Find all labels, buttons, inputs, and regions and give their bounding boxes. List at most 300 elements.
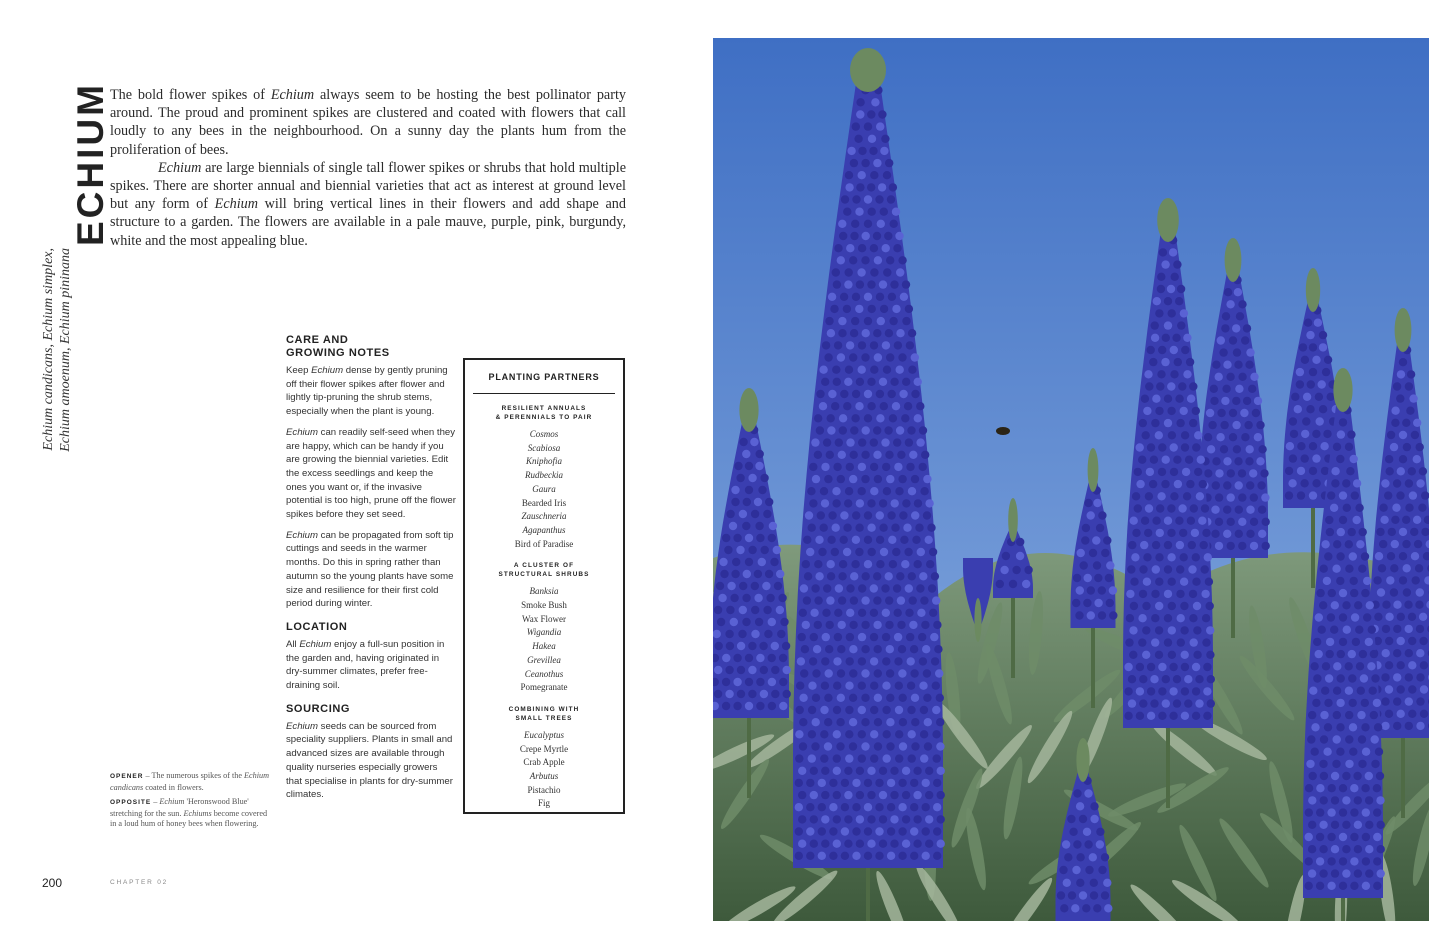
echium-spike-main-floret — [878, 110, 886, 118]
echium-spike-main-floret — [910, 852, 918, 860]
echium-spike-main-tip — [850, 48, 886, 92]
echium-spike-center-floret — [1168, 651, 1176, 659]
echium-spike-main-floret — [885, 596, 893, 604]
echium-spike-center-floret — [1202, 529, 1210, 537]
echium-spike-main-floret — [909, 596, 917, 604]
echium-spike-main-floret — [856, 815, 864, 823]
echium-spike-back-floret — [1420, 661, 1428, 669]
echium-spike-left-floret — [737, 642, 745, 650]
echium-spike-main-floret — [850, 426, 858, 434]
partner-plant: Bird of Paradise — [514, 538, 574, 549]
echium-spike-main-floret — [858, 730, 866, 738]
echium-spike-main-floret — [899, 511, 907, 519]
echium-spike-main-floret — [925, 767, 933, 775]
echium-spike-back-floret — [1420, 685, 1428, 693]
echium-spike-main-floret — [876, 414, 884, 422]
echium-spike-left-floret — [732, 558, 740, 566]
echium-spike-back-floret — [1240, 409, 1248, 417]
echium-spike-right-floret — [1362, 882, 1370, 890]
echium-spike-right-floret — [1333, 443, 1341, 451]
echium-spike-main-floret — [845, 487, 853, 495]
echium-spike-center-floret — [1175, 517, 1183, 525]
echium-spike-main-floret — [899, 718, 907, 726]
italic-text-run: Echiums — [183, 808, 212, 818]
echium-spike-left-floret — [745, 486, 753, 494]
echium-spike-main-floret — [926, 560, 934, 568]
echium-spike-center-floret — [1150, 699, 1158, 707]
echium-spike-main-floret — [914, 560, 922, 568]
echium-spike-left-floret — [745, 534, 753, 542]
echium-spike-center-floret — [1189, 419, 1197, 427]
echium-spike-main-floret — [902, 317, 910, 325]
echium-spike-main-floret — [897, 596, 905, 604]
echium-spike-back-floret — [1212, 481, 1220, 489]
echium-spike-main-floret — [845, 268, 853, 276]
echium-spike-center-floret — [1152, 517, 1160, 525]
partner-plant: Eucalyptus — [524, 729, 564, 740]
echium-spike-main-floret — [883, 754, 891, 762]
echium-spike-right-floret — [1373, 882, 1381, 890]
echium-spike-right-floret — [1342, 796, 1350, 804]
partner-plant: Wigandia — [526, 627, 562, 638]
echium-spike-back-floret — [1207, 445, 1215, 453]
echium-spike-center-floret — [1203, 687, 1211, 695]
echium-spike-bottom-floret — [1067, 815, 1075, 823]
echium-spike-right-floret — [1361, 699, 1369, 707]
echium-spike-main-floret — [927, 524, 935, 532]
echium-spike-left-floret — [774, 582, 782, 590]
echium-spike-main-floret — [864, 122, 872, 130]
echium-spike-back-floret — [1408, 710, 1416, 718]
echium-spike-main-floret — [800, 669, 808, 677]
echium-spike-back-floret — [1399, 455, 1407, 463]
text-run: – — [151, 797, 160, 807]
italic-text-run: Echium — [299, 638, 332, 650]
echium-spike-main-floret — [829, 827, 837, 835]
echium-spike-main-floret — [905, 609, 913, 617]
echium-spike-center-floret — [1189, 590, 1197, 598]
echium-spike-main-floret — [919, 463, 927, 471]
echium-spike-right-floret — [1339, 857, 1347, 865]
echium-spike-main-floret — [838, 451, 846, 459]
echium-spike-center-floret — [1167, 285, 1175, 293]
echium-spike-back-floret — [1312, 356, 1320, 364]
echium-spike-right-floret — [1339, 833, 1347, 841]
intro-paragraph-1 — [110, 86, 626, 159]
echium-spike-back-floret — [1227, 542, 1235, 550]
echium-spike-right-floret — [1365, 821, 1373, 829]
echium-spike-right-floret — [1336, 552, 1344, 560]
echium-spike-main-floret — [864, 390, 872, 398]
echium-spike-right-floret — [1327, 491, 1335, 499]
echium-spike-main-floret — [827, 572, 835, 580]
echium-spike-center-floret — [1161, 358, 1169, 366]
echium-spike-main-floret — [799, 742, 807, 750]
echium-spike-main-floret — [925, 536, 933, 544]
echium-spike-back-floret — [1408, 467, 1416, 475]
echium-spike-center-floret — [1152, 395, 1160, 403]
echium-spike-main-floret — [852, 390, 860, 398]
echium-spike-back-floret — [1309, 442, 1317, 450]
echium-spike-main-floret — [905, 305, 913, 313]
echium-spike-back-floret — [1223, 481, 1231, 489]
echium-spike-main-floret — [916, 438, 924, 446]
echium-spike-center-floret — [1168, 602, 1176, 610]
echium-spike-left-floret — [751, 630, 759, 638]
echium-spike-main-floret — [870, 487, 878, 495]
echium-spike-main-floret — [808, 706, 816, 714]
echium-spike-back-floret — [1246, 481, 1254, 489]
echium-spike-left-floret — [715, 642, 723, 650]
echium-spike-left-floret — [738, 630, 746, 638]
care-heading: CARE AND GROWING NOTES — [286, 334, 390, 359]
echium-spike-right-floret — [1363, 613, 1371, 621]
echium-spike-main-floret — [833, 463, 841, 471]
echium-spike-back-floret — [1413, 455, 1421, 463]
echium-spike-main-floret — [932, 682, 940, 690]
echium-spike-center-floret — [1140, 541, 1148, 549]
echium-spike-left-floret — [745, 462, 753, 470]
partner-plant: Rudbeckia — [525, 470, 563, 481]
echium-spike-left-floret — [776, 606, 784, 614]
echium-spike-back-floret — [1212, 361, 1220, 369]
echium-spike-main-floret — [822, 609, 830, 617]
echium-spike-main-floret — [838, 329, 846, 337]
sourcing-heading: SOURCING — [286, 702, 351, 715]
echium-spike-main-floret — [831, 548, 839, 556]
echium-spike-main-floret — [856, 840, 864, 848]
echium-spike-back-floret — [1215, 493, 1223, 501]
echium-spike-back-floret — [1246, 530, 1254, 538]
echium-spike-main-floret — [887, 852, 895, 860]
echium-spike-center-floret — [1155, 578, 1163, 586]
echium-spike-main-floret — [874, 669, 882, 677]
echium-spike-main-floret — [837, 353, 845, 361]
echium-spike-bottom-floret — [1103, 879, 1111, 887]
echium-spike-bottom-floret — [1082, 904, 1090, 912]
echium-photo — [713, 38, 1429, 921]
echium-spike-left-floret — [727, 582, 735, 590]
echium-spike-main-floret — [844, 280, 852, 288]
partner-plant: Pistachio — [527, 784, 561, 795]
echium-spike-back-floret — [1409, 491, 1417, 499]
echium-spike-center-floret — [1152, 541, 1160, 549]
echium-spike-main-floret — [850, 572, 858, 580]
echium-spike-right-floret — [1365, 796, 1373, 804]
echium-spike-center-floret — [1188, 541, 1196, 549]
partner-plant: Agapanthus — [522, 524, 566, 535]
echium-spike-back-floret — [1254, 433, 1262, 441]
echium-spike-left-floret — [748, 546, 756, 554]
echium-spike-main-floret — [896, 426, 904, 434]
echium-spike-right-floret — [1354, 601, 1362, 609]
echium-spike-main-floret — [900, 536, 908, 544]
partner-plant: Kniphofia — [525, 456, 562, 467]
echium-spike-main-floret — [861, 159, 869, 167]
echium-spike-back-floret — [1285, 467, 1293, 475]
echium-spike-center-floret — [1164, 297, 1172, 305]
echium-spike-center-floret — [1157, 492, 1165, 500]
echium-spike-main-floret — [900, 293, 908, 301]
echium-spike-center-floret — [1174, 480, 1182, 488]
echium-spike-back-floret — [1226, 300, 1234, 308]
echium-spike-main-floret — [858, 584, 866, 592]
echium-spike-main-floret — [852, 827, 860, 835]
echium-spike-back-floret — [1408, 613, 1416, 621]
echium-spike-center-floret — [1183, 334, 1191, 342]
echium-spike-back-floret — [1000, 566, 1008, 574]
echium-spike-right-floret — [1355, 504, 1363, 512]
echium-spike-main-floret — [867, 815, 875, 823]
text-run: will bring vertical lines in their flowers and add shape and structure to a garden. The flowers are available in a pale mauve, purple, pink, burgundy, white and the most appealing blue. — [110, 196, 626, 249]
echium-spike-center-floret — [1151, 419, 1159, 427]
echium-spike-main-floret — [878, 183, 886, 191]
echium-spike-left-floret — [751, 582, 759, 590]
echium-spike-main-floret — [818, 548, 826, 556]
echium-spike-main-floret — [858, 366, 866, 374]
partner-plant: Cosmos — [529, 429, 559, 439]
echium-spike-back-floret — [1405, 479, 1413, 487]
echium-spike-back-floret — [1098, 611, 1106, 619]
echium-spike-main-floret — [920, 730, 928, 738]
echium-spike-center-floret — [1167, 407, 1175, 415]
echium-spike-left-floret — [745, 702, 753, 710]
echium-spike-main-floret — [930, 633, 938, 641]
echium-spike-left-floret — [764, 630, 772, 638]
italic-text-run: Echium — [270, 87, 315, 103]
echium-spike-right-floret — [1331, 796, 1339, 804]
echium-spike-main-floret — [890, 815, 898, 823]
echium-spike-back-floret — [1206, 409, 1214, 417]
echium-spike-main-floret — [922, 803, 930, 811]
echium-spike-main-floret — [912, 536, 920, 544]
echium-spike-center-floret — [1203, 663, 1211, 671]
echium-spike-left-floret — [743, 498, 751, 506]
echium-spike-right-floret — [1333, 540, 1341, 548]
echium-spike-back-floret — [1248, 385, 1256, 393]
echium-spike-right-floret — [1365, 845, 1373, 853]
echium-spike-left-floret — [716, 582, 724, 590]
echium-spike-main-floret — [810, 791, 818, 799]
echium-spike-back-floret — [1416, 588, 1424, 596]
echium-spike-main-floret — [852, 536, 860, 544]
echium-spike-main-floret — [871, 98, 879, 106]
echium-spike-main-floret — [874, 475, 882, 483]
echium-spike-back-floret — [1227, 469, 1235, 477]
text-run: can readily self-seed when they are happy, which can be handy if you are growing the biennial varieties. Edit the excess seedlings and keep the ones you want or, if the invasive potential is too high, prune off the flower spikes before they set seed. — [286, 426, 456, 521]
echium-spike-right-floret — [1362, 833, 1370, 841]
echium-spike-main-floret — [887, 827, 895, 835]
echium-spike-center-floret — [1156, 504, 1164, 512]
echium-spike-main-floret — [919, 572, 927, 580]
echium-spike-back-floret — [1314, 319, 1322, 327]
echium-spike-left-floret — [758, 558, 766, 566]
echium-spike-center-floret — [1187, 395, 1195, 403]
echium-spike-right-floret — [1342, 821, 1350, 829]
echium-spike-center-floret — [1173, 699, 1181, 707]
echium-spike-back-floret — [1301, 430, 1309, 438]
echium-spike-center-floret — [1196, 492, 1204, 500]
text-run: become covered in a loud hum of honey bees when flowering. — [110, 808, 268, 829]
location-heading: LOCATION — [286, 620, 348, 633]
echium-spike-main-floret — [923, 669, 931, 677]
echium-spike-center-floret — [1201, 590, 1209, 598]
echium-spike-center-floret — [1136, 712, 1144, 720]
echium-spike-bottom-floret — [1090, 815, 1098, 823]
echium-spike-main-floret — [844, 378, 852, 386]
echium-spike-main-floret — [929, 548, 937, 556]
echium-spike-left-floret — [748, 642, 756, 650]
echium-spike-back-floret — [1393, 697, 1401, 705]
echium-spike-main-floret — [880, 402, 888, 410]
echium-spike-right-floret — [1320, 711, 1328, 719]
echium-spike-back-floret — [1306, 331, 1314, 339]
echium-spike-main-floret — [833, 840, 841, 848]
echium-spike-main-floret — [797, 657, 805, 665]
echium-spike-main-floret — [870, 366, 878, 374]
echium-spike-back-floret — [1402, 419, 1410, 427]
echium-spike-main-floret — [824, 742, 832, 750]
echium-spike-back-floret — [1250, 518, 1258, 526]
echium-spike-right-floret — [1336, 455, 1344, 463]
echium-spike-main-floret — [802, 560, 810, 568]
echium-spike-main-floret — [864, 536, 872, 544]
echium-spike-center-floret — [1157, 273, 1165, 281]
echium-spike-left-floret — [779, 702, 787, 710]
echium-spike-main-floret — [837, 256, 845, 264]
echium-spike-main-floret — [923, 511, 931, 519]
echium-spike-back-floret — [1382, 649, 1390, 657]
echium-spike-bottom-floret — [1076, 802, 1084, 810]
echium-spike-left-floret — [748, 666, 756, 674]
echium-spike-back-floret — [1238, 518, 1246, 526]
echium-spike-main-floret — [896, 366, 904, 374]
echium-spike-main-floret — [884, 232, 892, 240]
echium-spike-main-floret — [840, 511, 848, 519]
echium-spike-bottom-floret — [1062, 840, 1070, 848]
echium-spike-main-floret — [814, 414, 822, 422]
echium-spike-main-floret — [844, 767, 852, 775]
echium-spike-main-floret — [806, 803, 814, 811]
echium-spike-right-floret — [1331, 845, 1339, 853]
echium-spike-right-floret — [1350, 784, 1358, 792]
echium-spike-center-floret — [1155, 553, 1163, 561]
echium-spike-center-floret — [1182, 468, 1190, 476]
echium-spike-back-floret — [1082, 524, 1090, 532]
echium-spike-bottom-floret — [1073, 789, 1081, 797]
echium-spike-main-floret — [861, 669, 869, 677]
echium-spike-main-floret — [816, 426, 824, 434]
echium-spike-bottom-floret — [1093, 904, 1101, 912]
partner-group — [465, 404, 623, 551]
partner-plant: Grevillea — [527, 654, 561, 665]
echium-spike-right-floret — [1354, 821, 1362, 829]
echium-spike-right-floret — [1308, 845, 1316, 853]
echium-spike-main-floret — [840, 536, 848, 544]
echium-spike-center-floret — [1189, 382, 1197, 390]
echium-spike-center-floret — [1181, 346, 1189, 354]
echium-spike-bottom-floret — [1057, 891, 1065, 899]
echium-spike-right-floret — [1373, 699, 1381, 707]
echium-spike-center-floret — [1141, 395, 1149, 403]
echium-spike-back-floret — [1210, 397, 1218, 405]
echium-spike-main-floret — [875, 195, 883, 203]
echium-spike-right-floret — [1350, 455, 1358, 463]
echium-spike-main-floret — [915, 524, 923, 532]
echium-spike-right-floret — [1325, 674, 1333, 682]
echium-spike-center-tip — [1157, 198, 1179, 242]
echium-spike-right-floret — [1331, 821, 1339, 829]
echium-spike-center-floret — [1128, 699, 1136, 707]
echium-spike-main-floret — [810, 609, 818, 617]
echium-spike-main-floret — [861, 596, 869, 604]
echium-spike-center-floret — [1170, 443, 1178, 451]
echium-spike-main-floret — [834, 609, 842, 617]
echium-spike-right-floret — [1359, 650, 1367, 658]
echium-spike-right-floret — [1326, 528, 1334, 536]
echium-spike-main-floret — [934, 645, 942, 653]
echium-spike-left-floret — [760, 690, 768, 698]
echium-spike-main-floret — [897, 621, 905, 629]
echium-spike-center-floret — [1183, 370, 1191, 378]
echium-spike-center-floret — [1145, 382, 1153, 390]
echium-spike-right-floret — [1313, 638, 1321, 646]
echium-spike-main-floret — [867, 402, 875, 410]
echium-spike-right-floret — [1350, 589, 1358, 597]
partner-plant: Banksia — [529, 586, 559, 597]
echium-spike-main-floret — [910, 779, 918, 787]
echium-spike-back-floret — [1416, 625, 1424, 633]
echium-spike-main-floret — [855, 208, 863, 216]
echium-spike-main-floret — [852, 122, 860, 130]
echium-spike-main-floret — [882, 633, 890, 641]
echium-spike-right-floret — [1339, 808, 1347, 816]
echium-spike-main-floret — [849, 669, 857, 677]
echium-spike-back-floret — [1393, 479, 1401, 487]
echium-spike-left-floret — [745, 558, 753, 566]
echium-spike-right-floret — [1305, 882, 1313, 890]
echium-spike-left-floret — [748, 690, 756, 698]
echium-spike-main-floret — [823, 584, 831, 592]
echium-spike-back-floret — [1235, 530, 1243, 538]
echium-spike-main-floret — [885, 451, 893, 459]
echium-spike-left-floret — [768, 654, 776, 662]
text-run: coated in flowers. — [143, 782, 204, 792]
echium-spike-main-floret — [908, 754, 916, 762]
echium-spike-main-floret — [815, 572, 823, 580]
echium-spike-main-floret — [909, 621, 917, 629]
echium-spike-left-floret — [779, 654, 787, 662]
echium-spike-main-floret — [864, 511, 872, 519]
echium-spike-main-floret — [896, 268, 904, 276]
echium-spike-main-floret — [856, 378, 864, 386]
echium-spike-back-floret — [1238, 373, 1246, 381]
echium-spike-right-floret — [1350, 577, 1358, 585]
echium-spike-back-floret — [1250, 493, 1258, 501]
echium-spike-main-floret — [838, 621, 846, 629]
echium-spike-center-floret — [1164, 517, 1172, 525]
echium-spike-main-floret — [889, 560, 897, 568]
echium-spike-right-floret — [1357, 687, 1365, 695]
echium-spike-main-floret — [898, 779, 906, 787]
echium-spike-main-floret — [858, 754, 866, 762]
echium-spike-center-floret — [1205, 578, 1213, 586]
echium-spike-back-floret — [1393, 382, 1401, 390]
echium-spike-main-floret — [901, 560, 909, 568]
echium-spike-main-floret — [820, 754, 828, 762]
echium-spike-back-floret — [1386, 467, 1394, 475]
echium-spike-right-floret — [1331, 479, 1339, 487]
